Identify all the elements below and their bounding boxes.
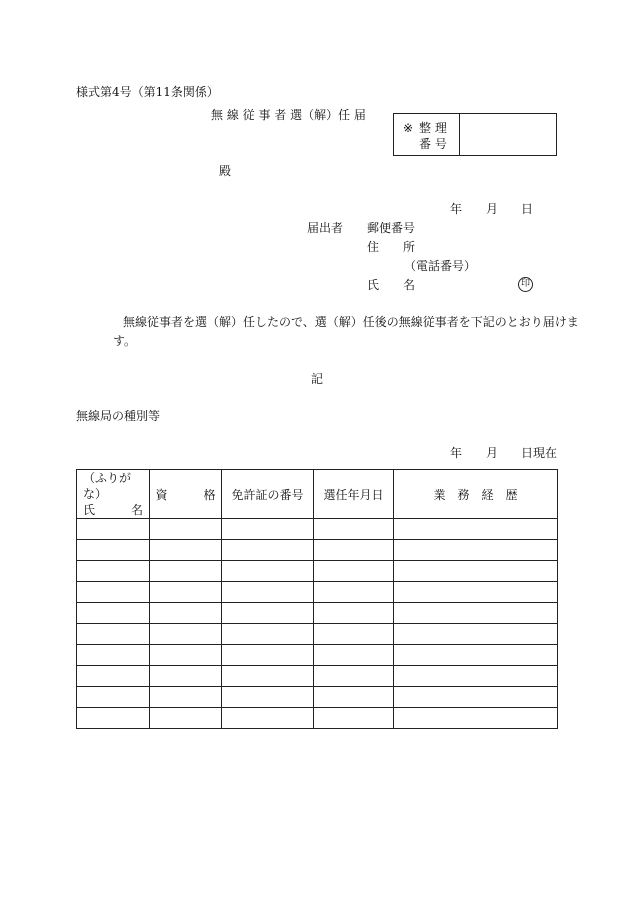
cell-name[interactable] (77, 645, 150, 666)
as-of-day: 日現在 (521, 446, 558, 460)
cell-license-number[interactable] (222, 519, 314, 540)
header-qualification: 資 格 (150, 470, 222, 519)
as-of-month: 月 (486, 446, 499, 460)
cell-license-number[interactable] (222, 603, 314, 624)
cell-qualification[interactable] (150, 708, 222, 729)
date-month: 月 (486, 202, 499, 216)
cell-name[interactable] (77, 540, 150, 561)
cell-qualification[interactable] (150, 561, 222, 582)
cell-qualification[interactable] (150, 540, 222, 561)
cell-career[interactable] (394, 624, 558, 645)
cell-qualification[interactable] (150, 624, 222, 645)
table-row (77, 582, 558, 603)
reference-label-line1: 整 理 (419, 121, 447, 135)
form-number: 様式第4号（第11条関係） (76, 85, 219, 99)
cell-name[interactable] (77, 561, 150, 582)
cell-appointment-date[interactable] (314, 645, 394, 666)
date-year: 年 (450, 202, 463, 216)
table-row (77, 519, 558, 540)
header-name-label: 氏 名 (83, 503, 144, 517)
header-name-reading: （ふりがな） (83, 471, 132, 501)
applicant-label: 届出者 (307, 221, 344, 235)
name-label: 氏 名 (367, 278, 416, 292)
cell-career[interactable] (394, 645, 558, 666)
cell-name[interactable] (77, 519, 150, 540)
cell-career[interactable] (394, 561, 558, 582)
cell-license-number[interactable] (222, 645, 314, 666)
staff-table-body (77, 519, 558, 729)
cell-career[interactable] (394, 687, 558, 708)
cell-career[interactable] (394, 582, 558, 603)
cell-appointment-date[interactable] (314, 666, 394, 687)
body-text-line2: す。 (113, 334, 137, 348)
cell-name[interactable] (77, 624, 150, 645)
table-header-row (77, 470, 558, 519)
table-row (77, 624, 558, 645)
cell-appointment-date[interactable] (314, 708, 394, 729)
cell-appointment-date[interactable] (314, 540, 394, 561)
table-row (77, 645, 558, 666)
header-license-number: 免許証の番号 (222, 470, 314, 519)
note-heading: 記 (311, 372, 324, 386)
body-text-line1: 無線従事者を選（解）任したので、選（解）任後の無線従事者を下記のとおり届けま (123, 315, 579, 329)
date-day: 日 (521, 202, 534, 216)
postal-code-label: 郵便番号 (367, 221, 416, 235)
cell-license-number[interactable] (222, 582, 314, 603)
cell-name[interactable] (77, 666, 150, 687)
table-row (77, 540, 558, 561)
reference-label-line2: 番 号 (419, 137, 447, 151)
as-of-year: 年 (450, 446, 463, 460)
cell-career[interactable] (394, 603, 558, 624)
header-name (77, 470, 150, 519)
cell-license-number[interactable] (222, 624, 314, 645)
table-row (77, 687, 558, 708)
cell-name[interactable] (77, 687, 150, 708)
header-career: 業 務 経 歴 (394, 470, 558, 519)
cell-qualification[interactable] (150, 687, 222, 708)
table-row (77, 561, 558, 582)
cell-license-number[interactable] (222, 540, 314, 561)
form-title: 無 線 従 事 者 選（解）任 届 (211, 108, 366, 122)
reference-mark: ※ (403, 121, 414, 135)
cell-appointment-date[interactable] (314, 603, 394, 624)
table-row (77, 603, 558, 624)
cell-appointment-date[interactable] (314, 519, 394, 540)
cell-career[interactable] (394, 519, 558, 540)
staff-table (76, 469, 558, 729)
header-appointment-date: 選任年月日 (314, 470, 394, 519)
reference-divider (459, 114, 460, 155)
cell-appointment-date[interactable] (314, 624, 394, 645)
cell-career[interactable] (394, 708, 558, 729)
cell-name[interactable] (77, 582, 150, 603)
table-row (77, 666, 558, 687)
cell-qualification[interactable] (150, 519, 222, 540)
cell-appointment-date[interactable] (314, 687, 394, 708)
cell-qualification[interactable] (150, 603, 222, 624)
address-label: 住 所 (367, 240, 416, 254)
cell-license-number[interactable] (222, 687, 314, 708)
addressee-suffix: 殿 (219, 164, 232, 178)
cell-license-number[interactable] (222, 708, 314, 729)
seal-icon: 印 (518, 277, 533, 292)
phone-label: （電話番号） (404, 259, 477, 273)
cell-appointment-date[interactable] (314, 582, 394, 603)
reference-number-box (393, 113, 557, 156)
cell-name[interactable] (77, 603, 150, 624)
cell-license-number[interactable] (222, 666, 314, 687)
cell-appointment-date[interactable] (314, 561, 394, 582)
cell-qualification[interactable] (150, 645, 222, 666)
cell-license-number[interactable] (222, 561, 314, 582)
cell-name[interactable] (77, 708, 150, 729)
cell-career[interactable] (394, 666, 558, 687)
station-type-label: 無線局の種別等 (76, 409, 161, 423)
cell-career[interactable] (394, 540, 558, 561)
cell-qualification[interactable] (150, 582, 222, 603)
table-row (77, 708, 558, 729)
cell-qualification[interactable] (150, 666, 222, 687)
